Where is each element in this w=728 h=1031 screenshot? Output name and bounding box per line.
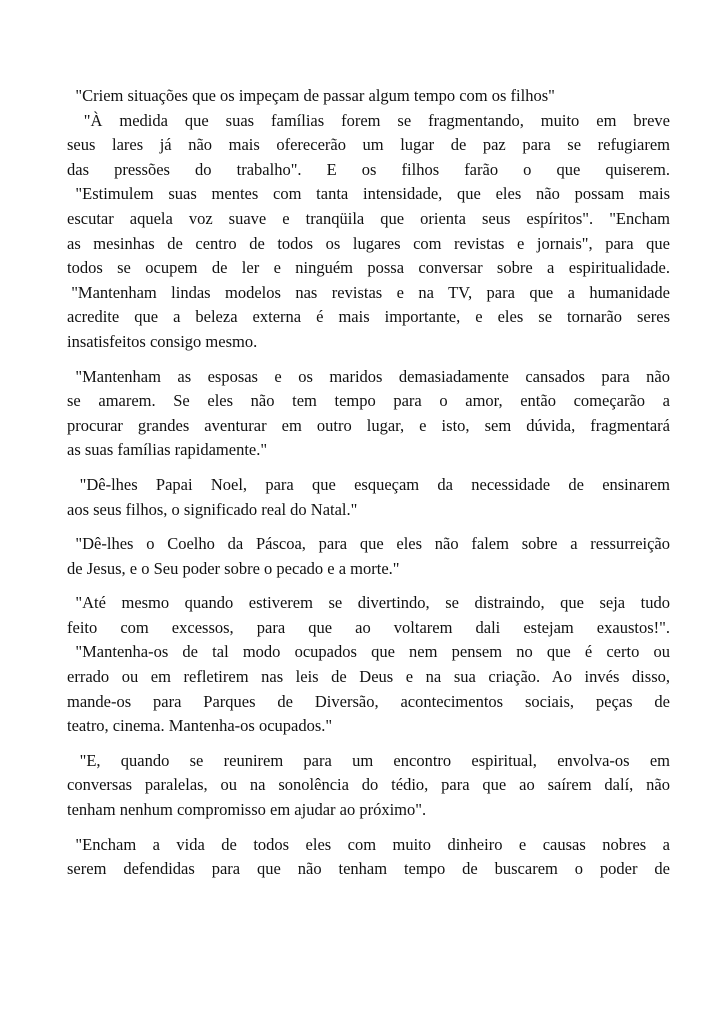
paragraph-gap	[67, 823, 670, 833]
paragraph-gap	[67, 355, 670, 365]
paragraph-gap	[67, 581, 670, 591]
text-line: "Mantenham as esposas e os maridos demasiadamente cansados para não	[75, 366, 670, 386]
text-line: "À medida que suas famílias forem se fragmentando, muito em breve	[83, 110, 670, 130]
text-line: se amarem. Se eles não tem tempo para o amor, então começarão a	[67, 391, 670, 411]
text-line: "Até mesmo quando estiverem se divertindo, se distraindo, que seja tudo	[75, 593, 670, 613]
text-line: "Criem situações que os impeçam de passar algum tempo com os filhos"	[75, 86, 555, 105]
text-line: "Mantenham lindas modelos nas revistas e na TV, para que a humanidade	[71, 282, 670, 302]
text-line: mande-os para Parques de Diversão, acontecimentos sociais, peças de	[67, 691, 670, 711]
text-line: conversas paralelas, ou na sonolência do tédio, para que ao saírem dalí, não	[67, 775, 670, 795]
paragraph-gap	[67, 463, 670, 473]
text-line: seus lares já não mais oferecerão um lugar de paz para se refugiarem	[67, 135, 670, 155]
text-line: de Jesus, e o Seu poder sobre o pecado e a morte."	[67, 558, 400, 578]
text-line: serem defendidas para que não tenham tempo de buscarem o poder de	[67, 859, 670, 879]
paragraph-gap	[67, 522, 670, 532]
text-line: feito com excessos, para que ao voltarem dali estejam exaustos!".	[67, 617, 670, 637]
text-line: aos seus filhos, o significado real do Natal."	[67, 499, 358, 519]
text-line: errado ou em refletirem nas leis de Deus e na sua criação. Ao invés disso,	[67, 667, 670, 687]
text-line: "Encham a vida de todos eles com muito dinheiro e causas nobres a	[75, 834, 670, 854]
text-line: escutar aquela voz suave e tranqüila que orienta seus espíritos". "Encham	[67, 208, 670, 228]
text-line: "E, quando se reunirem para um encontro espiritual, envolva-os em	[79, 750, 670, 770]
text-line: tenham nenhum compromisso em ajudar ao próximo".	[67, 800, 427, 820]
text-line: as suas famílias rapidamente."	[67, 440, 268, 460]
document-page	[67, 84, 670, 882]
text-line: "Estimulem suas mentes com tanta intensidade, que eles não possam mais	[75, 184, 670, 204]
text-line: todos se ocupem de ler e ninguém possa conversar sobre a espiritualidade.	[67, 258, 670, 278]
text-line: procurar grandes aventurar em outro lugar, e isto, sem dúvida, fragmentará	[67, 415, 670, 435]
text-line: "Dê-lhes Papai Noel, para que esqueçam da necessidade de ensinarem	[79, 474, 670, 494]
paragraph-gap	[67, 739, 670, 749]
text-line: das pressões do trabalho". E os filhos farão o que quiserem.	[67, 159, 670, 179]
text-line: teatro, cinema. Mantenha-os ocupados."	[67, 716, 333, 736]
text-line: "Dê-lhes o Coelho da Páscoa, para que eles não falem sobre a ressurreição	[75, 534, 670, 554]
text-line: insatisfeitos consigo mesmo.	[67, 331, 258, 351]
text-line: as mesinhas de centro de todos os lugares com revistas e jornais", para que	[67, 233, 670, 253]
text-line: "Mantenha-os de tal modo ocupados que nem pensem no que é certo ou	[75, 642, 670, 662]
text-line: acredite que a beleza externa é mais importante, e eles se tornarão seres	[67, 307, 670, 327]
